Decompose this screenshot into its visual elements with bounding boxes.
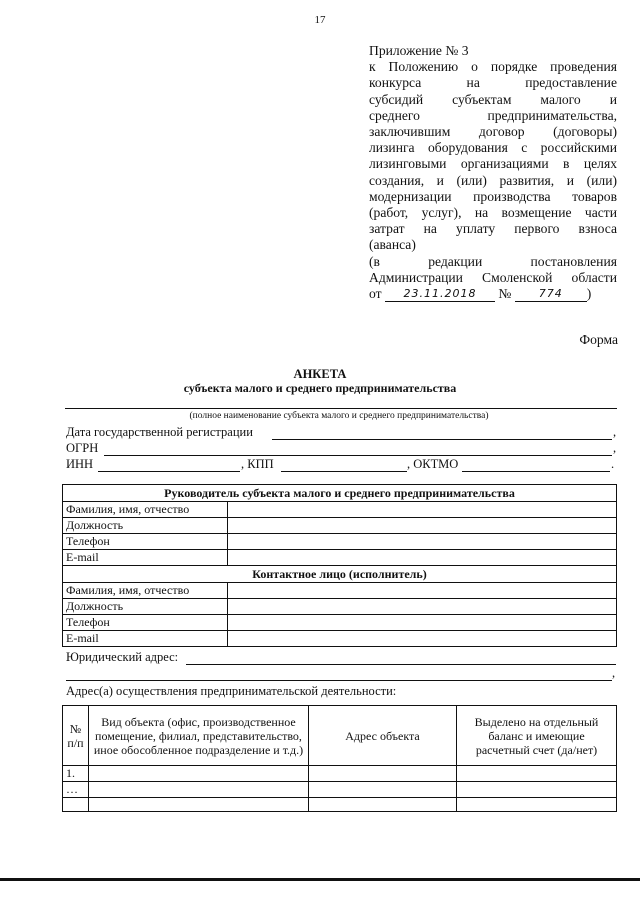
appendix-line: (аванса) [369,237,416,253]
col-object-address-header: Адрес объекта [309,706,457,766]
table-row [63,534,617,550]
edition-line: Администрации Смоленской области [369,269,617,285]
appendix-title: Приложение № 3 [369,43,469,58]
bottom-rule [0,878,640,881]
date-handwritten: 23.11.2018 [385,287,495,302]
appendix-line: создания, и (или) развития, и (или) [369,172,617,188]
registration-date-field[interactable] [272,439,612,440]
head-position-label: Должность [63,518,228,534]
closing-paren: ) [586,286,592,302]
from-label: от [369,286,382,302]
appendix-line: конкурса на предоставление [369,75,617,91]
number-label: № [498,286,512,302]
table-row [63,798,617,812]
appendix-line: лизинговыми организациями в целях [369,156,617,172]
edition-date-line [369,286,617,302]
form-label: Форма [579,332,618,347]
contact-position-label: Должность [63,599,228,615]
legal-address-comma: , [612,666,616,680]
object-type-cell[interactable] [89,766,309,782]
col-separate-balance-header: Выделено на отдельный баланс и имеющие расчетный счет (да/нет) [457,706,617,766]
oktmo-label: , ОКТМО [407,457,459,471]
contact-phone-value[interactable] [228,615,617,631]
address-table-header [63,706,617,766]
head-fio-label: Фамилия, имя, отчество [63,502,228,518]
table-row [63,782,617,798]
company-name-line[interactable] [65,408,617,409]
head-fio-value[interactable] [228,502,617,518]
head-contact-table [62,484,617,647]
activity-address-label: Адрес(а) осуществления предпринимательской деятельности: [66,684,397,698]
edition-line: (в редакции постановления [369,253,617,269]
table-row [63,615,617,631]
col-number-header: № п/п [63,706,89,766]
object-address-cell[interactable] [309,766,457,782]
address-table [62,705,617,812]
table-row [63,502,617,518]
col-object-type-header: Вид объекта (офис, производственное помещение, филиал, представительство, иное обособленное подразделение и т.д.) [89,706,309,766]
separate-balance-cell[interactable] [457,766,617,782]
head-phone-value[interactable] [228,534,617,550]
head-position-value[interactable] [228,518,617,534]
oktmo-field[interactable] [462,471,610,472]
head-email-value[interactable] [228,550,617,566]
legal-address-label: Юридический адрес: [66,650,179,664]
head-section-header: Руководитель субъекта малого и среднего предпринимательства [63,485,617,502]
inn-field[interactable] [98,471,240,472]
table-row [63,631,617,647]
table-row [63,583,617,599]
contact-fio-label: Фамилия, имя, отчество [63,583,228,599]
kpp-label: , КПП [241,457,274,471]
row-number [63,798,89,812]
contact-phone-label: Телефон [63,615,228,631]
form-subtitle: субъекта малого и среднего предпринимательства [183,381,457,395]
table-row [63,550,617,566]
table-row [63,518,617,534]
table-row [63,766,617,782]
appendix-block [369,43,617,302]
object-type-cell[interactable] [89,798,309,812]
contact-position-value[interactable] [228,599,617,615]
appendix-line: к Положению о порядке проведения [369,59,617,75]
contact-fio-value[interactable] [228,583,617,599]
appendix-line: (работ, услуг), на возмещение части [369,205,617,221]
head-email-label: E-mail [63,550,228,566]
separate-balance-cell[interactable] [457,798,617,812]
ogrn-label: ОГРН [66,441,99,455]
ogrn-field[interactable] [104,455,612,456]
table-row [63,599,617,615]
object-address-cell[interactable] [309,798,457,812]
page-number: 17 [314,14,326,26]
head-section-header-row [63,485,617,502]
kpp-field[interactable] [281,471,407,472]
appendix-line: лизинга оборудования с российскими [369,140,617,156]
inn-label: ИНН [66,457,94,471]
company-name-caption: (полное наименование субъекта малого и среднего предпринимательства) [189,411,489,421]
head-phone-label: Телефон [63,534,228,550]
form-title: АНКЕТА [293,367,347,381]
legal-address-field[interactable] [186,664,616,665]
appendix-line: среднего предпринимательства, [369,107,617,123]
legal-address-field-2[interactable] [66,680,612,681]
contact-email-label: E-mail [63,631,228,647]
appendix-line: заключившим договор (договоры) [369,124,617,140]
appendix-line: затрат на уплату первого взноса [369,221,617,237]
object-address-cell[interactable] [309,782,457,798]
separate-balance-cell[interactable] [457,782,617,798]
appendix-line: субсидий субъектам малого и [369,91,617,107]
oktmo-period: . [611,457,615,471]
ogrn-comma: , [613,441,617,455]
contact-email-value[interactable] [228,631,617,647]
contact-section-header: Контактное лицо (исполнитель) [63,566,617,583]
row-number: … [63,782,89,798]
object-type-cell[interactable] [89,782,309,798]
registration-date-comma: , [613,425,617,439]
number-handwritten: 774 [515,287,587,302]
appendix-line: модернизации производства товаров [369,188,617,204]
row-number: 1. [63,766,89,782]
registration-date-label: Дата государственной регистрации [66,425,253,439]
contact-section-header-row [63,566,617,583]
